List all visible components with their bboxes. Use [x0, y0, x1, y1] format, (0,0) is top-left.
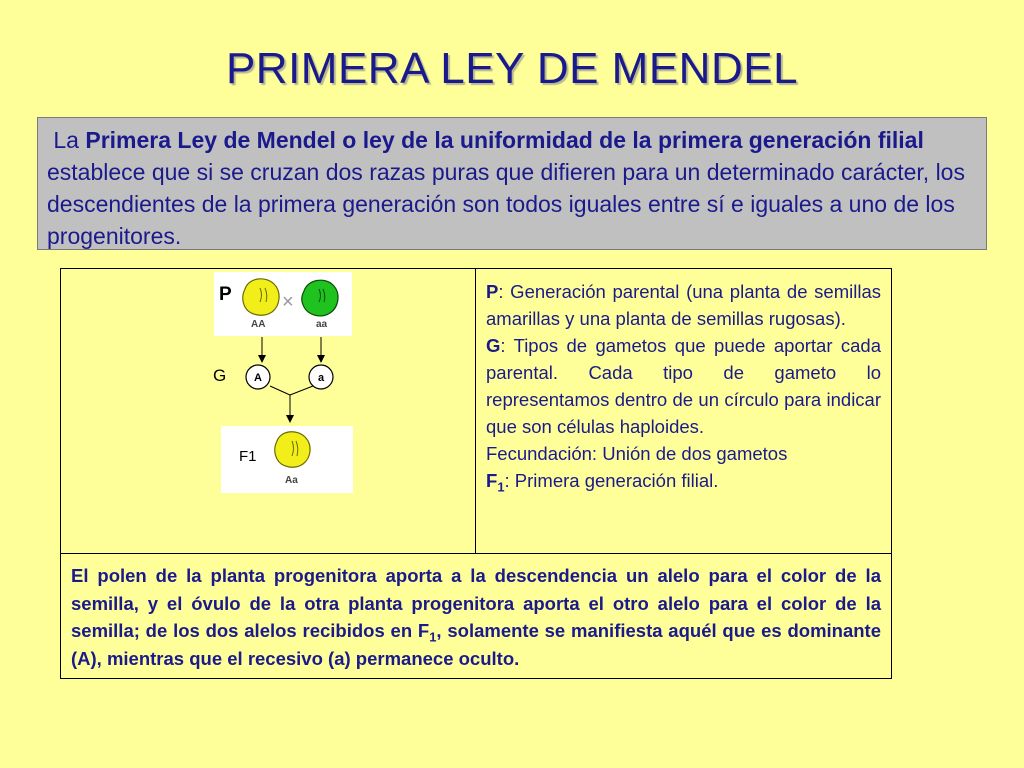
arrow-head-right-icon — [317, 355, 325, 363]
fusion-line-right — [290, 386, 313, 395]
fusion-arrow-head-icon — [286, 415, 294, 423]
intro-rest: establece que si se cruzan dos razas puras que difieren para un determinado carácter, los descendientes de la primera generación son todos iguales entre sí e iguales a uno de los progenitores. — [47, 159, 965, 249]
p-generation-label: P — [219, 284, 232, 305]
explanation-part2: , solamente se manifiesta aquél que es dominante (A), mientras que el recesivo (a) permanece oculto. — [71, 620, 881, 669]
legend-cell — [476, 269, 892, 554]
legend-f1-key — [486, 470, 505, 495]
legend-p — [486, 278, 881, 332]
cross-diagram — [61, 269, 475, 553]
parent2-genotype: aa — [316, 319, 328, 330]
legend-g — [486, 332, 881, 440]
parent1-genotype: AA — [251, 319, 266, 330]
gamete-dominant-allele: A — [254, 372, 262, 384]
f1-genotype: Aa — [285, 475, 298, 486]
cross-diagram-cell — [61, 269, 476, 554]
legend-f1 — [486, 467, 881, 494]
cross-symbol: × — [282, 291, 294, 313]
g-gametes-label: G — [213, 366, 227, 385]
gamete-recessive-allele: a — [317, 372, 325, 384]
legend-g-key: G — [486, 335, 501, 356]
f1-label: F1 — [239, 448, 257, 465]
slide-title: PRIMERA LEY DE MENDEL — [225, 44, 799, 93]
legend-g-text: : Tipos de gametos que puede aportar cada parental. Cada tipo de gameto lo representamos dentro de un círculo para indicar que son células haploides. — [486, 335, 881, 437]
intro-prefix: La — [53, 127, 86, 153]
mendel-table — [60, 268, 892, 679]
legend-f1-letter: F — [486, 470, 498, 491]
explanation-subscript: 1 — [429, 629, 437, 645]
legend-p-text: : Generación parental (una planta de semillas amarillas y una planta de semillas rugosas). — [486, 281, 881, 329]
legend-f1-subscript: 1 — [497, 479, 505, 495]
explanation-part1: El polen de la planta progenitora aporta a la descendencia un alelo para el color de la semilla, y el óvulo de la otra planta progenitora aporta el otro alelo para el color de la semilla; de los dos alelos recibidos en F — [71, 565, 881, 641]
fusion-line-left — [270, 386, 290, 395]
legend-p-key: P — [486, 281, 499, 302]
arrow-head-left-icon — [258, 355, 266, 363]
legend-f1-text: : Primera generación filial. — [504, 470, 719, 491]
definition-box — [37, 117, 987, 250]
f1-yellow-seed-icon — [275, 432, 310, 467]
legend-fecundacion: Fecundación: Unión de dos gametos — [486, 443, 788, 464]
intro-bold-term: Primera Ley de Mendel o ley de la uniformidad de la primera generación filial — [85, 127, 924, 153]
explanation-cell — [61, 554, 892, 679]
